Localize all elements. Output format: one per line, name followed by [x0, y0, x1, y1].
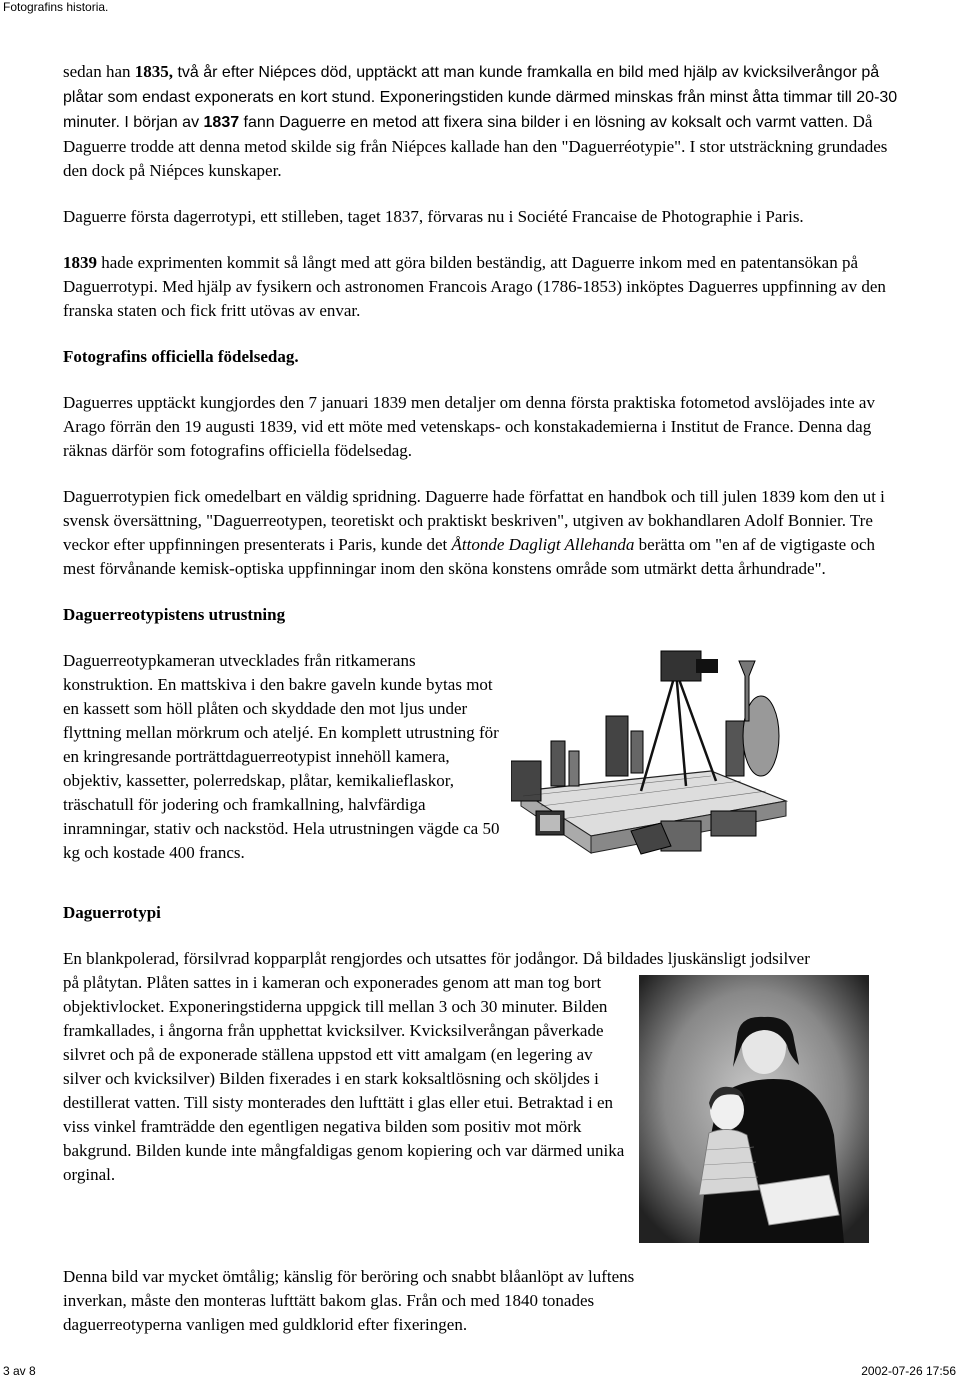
- page-number: 3 av 8: [3, 1364, 36, 1378]
- portrait-photograph: [639, 975, 869, 1243]
- p1-text-a: sedan han: [63, 62, 135, 81]
- print-timestamp: 2002-07-26 17:56: [861, 1364, 956, 1378]
- document-body: [63, 60, 899, 1359]
- p3-text: hade exprimenten kommit så långt med att göra bilden beständig, att Daguerre inkom med en patentansökan på Daguerrotypi. Med hjälp av fysikern och astronomen Francois Arago (1786-1853) inköptes Daguerres uppfinning av den franska staten och fick fritt utövas av envar.: [63, 253, 886, 320]
- paragraph-1: [63, 60, 899, 183]
- paragraph-7a: En blankpolerad, försilvrad kopparplåt rengjordes och utsattes för jodångor. Då bildades ljuskänsligt jodsilver: [63, 949, 810, 968]
- p1-text-e: Då Daguerre trodde att denna metod skilde sig från Niépces kallade han den "Daguerréotypie". I stor utsträckning grundades den dock på Niépces kunskaper.: [63, 112, 888, 180]
- heading-birthday: Fotografins officiella födelsedag.: [63, 347, 299, 366]
- heading-equipment: Daguerreotypistens utrustning: [63, 605, 286, 624]
- daguerrotypi-section: [63, 971, 899, 1243]
- equipment-illustration: [511, 641, 791, 879]
- heading-daguerrotypi: Daguerrotypi: [63, 903, 161, 922]
- paragraph-7b: på plåtytan. Plåten sattes in i kameran och exponerades genom att man tog bort objektivlocket. Exponeringstiderna uppgick till mellan 3 och 30 minuter. Bilden framkallades, i ångorna från upphettat kvicksilver. Kvicksilverångan påverkade silvret och på de exponerade ställena uppstod ett vitt amalgam (en legering av silver och kvicksilver) Bilden fixerades i en stark koksaltlösning och sköljdes i destillerat vatten. Till sisty monterades den lufttätt i glas eller etui. Betraktad i en viss vinkel framträdde den egentligen negativa bilden som positiv mot mörk bakgrund. Bilden kunde inte mångfaldigas genom kopiering och var därmed unika orginal.: [63, 973, 625, 1184]
- paragraph-3: [63, 251, 899, 323]
- p3-bold-1839: 1839: [63, 253, 97, 272]
- paragraph-6: Daguerreotypkameran utvecklades från ritkamerans konstruktion. En mattskiva i den bakre gaveln kunde bytas mot en kassett som höll plåten och skyddade den mot ljus under flyttning mellan mörkrum och ateljé. En komplett utrustning för en kringresande porträttdaguerreotypist innehöll kamera, objektiv, kassetter, polerredskap, plåtar, kemikalieflaskor, träschatull för jodering och framkallning, halvfärdiga inramningar, stativ och nackstöd. Hela utrustningen vägde ca 50 kg och kostade 400 francs.: [63, 651, 500, 862]
- equipment-section: [63, 649, 899, 879]
- p5-text-a: Daguerrotypien fick omedelbart en väldig spridning. Daguerre hade författat en handbok och till julen 1839 kom den ut i svensk översättning, "Daguerreotypen, teoretiskt och praktiskt beskriven", utgiven av bokhandlaren Adolf Bonnier. Tre veckor efter uppfinningen presenterats i Paris, kunde det: [63, 487, 885, 554]
- p1-bold-1837: 1837: [203, 114, 240, 131]
- paragraph-5: [63, 485, 899, 581]
- p5-text-b: berätta om "en af de vigtigaste och mest förvånande kemisk-optiska uppfinningar inom den sköna konstens område som utmärkt detta århundrade".: [63, 535, 876, 578]
- paragraph-4: Daguerres upptäckt kungjordes den 7 januari 1839 men detaljer om denna första praktiska fotometod avslöjades inte av Arago förrän den 19 augusti 1839, vid ett möte med vetenskaps- och konstakademierna i Institut de France. Denna dag räknas därför som fotografins officiella födelsedag.: [63, 393, 875, 460]
- paragraph-2: Daguerre första dagerrotypi, ett stilleben, taget 1837, förvaras nu i Société Francaise de Photographie i Paris.: [63, 207, 804, 226]
- p5-italic-newspaper: Åttonde Dagligt Allehanda: [451, 535, 635, 554]
- p1-text-d: fann Daguerre en metod att fixera sina bilder i en lösning av koksalt och varmt vatten.: [239, 114, 849, 131]
- p1-bold-1835: 1835,: [134, 62, 174, 81]
- p1-text-c: två år efter Niépces död, upptäckt att man kunde framkalla en bild med hjälp av kvicksilverångor på plåtar som endast exponerats en kort stund. Exponeringstiden kunde därmed minskas från minst åtta timmar till 20-30 minuter. I början av: [63, 64, 898, 131]
- paragraph-8: Denna bild var mycket ömtålig; känslig för beröring och snabbt blåanlöpt av luftens inverkan, måste den monteras lufttätt bakom glas. Från och med 1840 tonades daguerreotyperna vanligen med guldklorid efter fixeringen.: [63, 1267, 635, 1334]
- page-header-title: Fotografins historia.: [3, 0, 109, 14]
